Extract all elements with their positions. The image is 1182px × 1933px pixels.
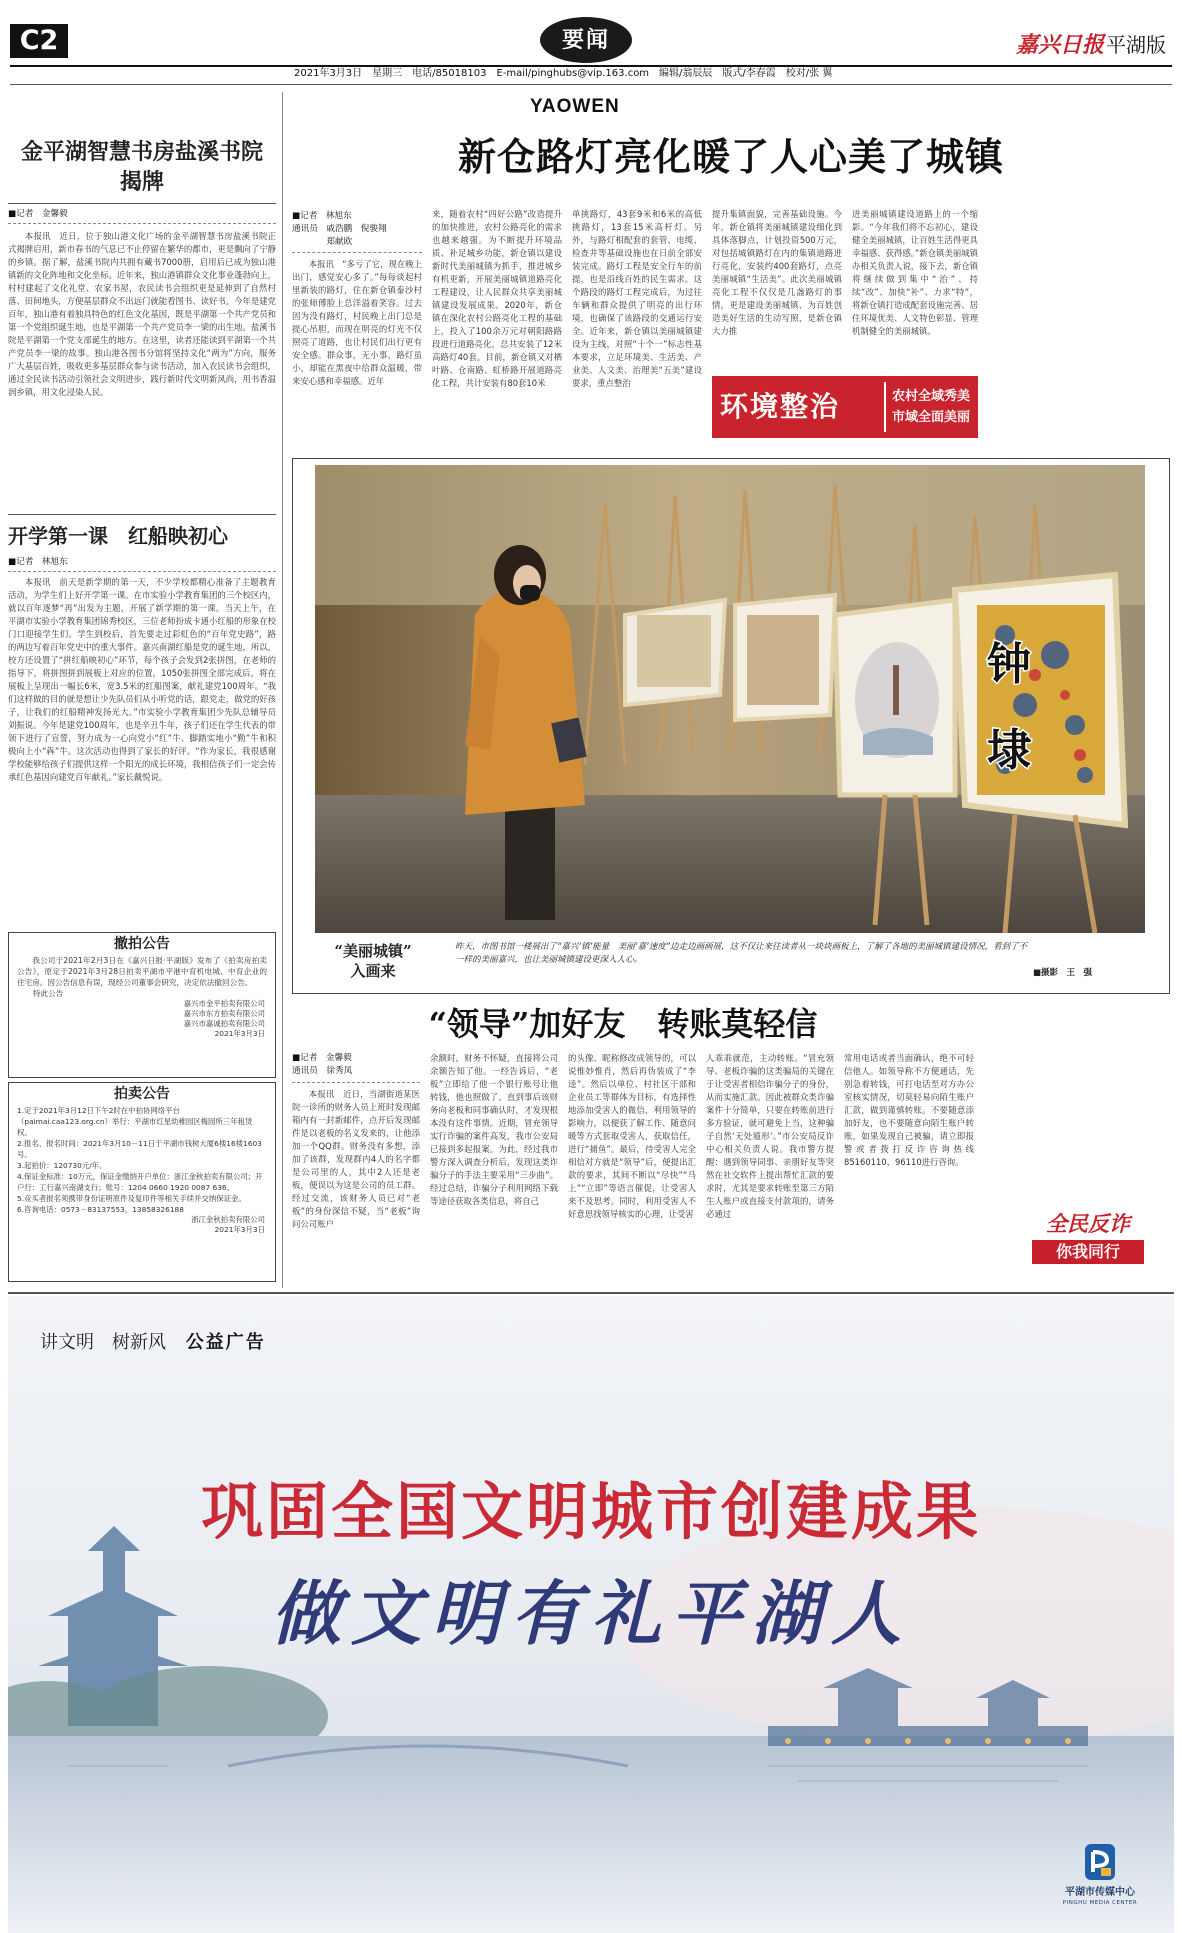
ad-slogan-bold: 公益广告 [185, 1332, 266, 1353]
article-byline: ■记者 金馨毅 [8, 209, 68, 219]
main-byline [292, 210, 422, 249]
section-english: YAOWEN [530, 96, 620, 117]
notice-date: 2021年3月3日 [214, 1225, 265, 1234]
media-center-logo-icon [1083, 1842, 1117, 1882]
fraud-line-2: 你我同行 [1032, 1240, 1144, 1264]
notice-title: 撤拍公告 [114, 936, 170, 952]
byline-line: 通讯员 徐秀凤 [292, 1066, 353, 1076]
byline-line: 通讯员 戚浩鹏 倪骏翔 [292, 224, 387, 234]
notice-title: 拍卖公告 [114, 1086, 170, 1102]
notice-body: 我公司于2021年2月3日在《嘉兴日报·平湖版》发布了《拍卖房拍卖公告》，原定于2021年3月28日拍卖平湖市平港中育机电城、中育企业的住宅房。因公告信息有误，现经公司董事会研究，决定依法撤回公告。 [17, 956, 267, 987]
article-body: 本报讯 前天是新学期的第一天，不少学校都精心准备了主题教育活动，为学生们上好开学第一课。在市实验小学教育集团的三个校区内，就以百年逐梦“再”出发为主题，开展了新学期的第一课。当天上午，在平湖市实验小学教育集团锦秀校区，三位老师扮成卡通小红船的形象在校门口迎接学生们。学生到校后，首先要走过彩虹色的“百年党史路”，路的两边写着百年党史中的重大事件。嘉兴南湖红船是党的诞生地，所以，校方还设置了“拼红船映初心”环节，每个孩子会发到2张拼图，在老师的指导下，将拼图拼到展板上对应的位置，1050张拼图全部完成后，将在展板上呈现出一幅长6米，宽3.5米的红船图案，献礼建党100周年。“我们这样做的目的就是想让少先队员们从小听党的话，跟党走，做党的好孩子，让我们的红船精神发扬光大。”市实验小学教育集团少先队总辅导员刘振说。今年是建党100周年，也是辛丑牛年，孩子们还在学生代表的带领下进行了宣誓，努力成为一心向党小“红”牛、脚踏实地小“勤”牛和积极向上小“犇”牛。这次活动也得到了家长的好评。“作为家长，我很感谢学校能够给孩子们提供这样一个阳光的成长环境，我相信孩子们一定会传承红色基因向建党百年献礼。”家长戴悦说。 [8, 577, 276, 782]
photo-label-line-2: 入画来 [350, 962, 396, 980]
photo-frame [292, 458, 1170, 994]
main-col-2: 来，随着农村“四好公路”改造提升的加快推进，农村公路亮化的需求也越来越强。为不断提升环境品质、补足城乡功能，新仓镇以建设新时代美丽城镇为抓手，推进城乡有机更新，开展美丽城镇道路亮化工程建设，让人民群众共享美丽城镇建设发展成果。2020年，新仓镇在深化农村公路亮化工程的基础上，投入了100余万元对朝阳路路段进行道路亮化，总共安装了12米高路灯40套。目前，新仓镇又对栖叶路、仓南路、虹桥路开展道路亮化工程，共计安装有80套10米 [432, 209, 562, 388]
campaign-left: 环境整治 [720, 390, 841, 423]
date-line: 2021年3月3日 星期三 电话/85018103 E-mail/pinghubs@vip.163.com 编辑/翁辰辰 版式/李春霞 校对/张 翼 [294, 68, 833, 79]
fraud-line-1: 全民反诈 [1046, 1211, 1130, 1236]
notice-item: 4.保证金标准：10万元，保证金缴纳开户单位：浙江金秋拍卖有限公司；开户行：工行嘉兴南湖支行；账号：1204 0660 1920 0087 636。 [17, 1172, 263, 1192]
article-byline: ■记者 林旭东 [8, 557, 68, 567]
notice-item: 2.报名、报名时间：2021年3月10－11日于平湖市钱树大厦6楼16楼1603号。 [17, 1139, 262, 1159]
campaign-banner [712, 376, 978, 438]
left-article-1 [8, 137, 276, 524]
second-byline [292, 1052, 420, 1078]
notice-item: 5.竞买者报名须携带身份证明原件及复印件等相关手续并交纳保证金。 [17, 1194, 246, 1203]
byline-line: ■记者 林旭东 [292, 211, 352, 221]
company-line: 嘉兴市嘉诚拍卖有限公司 [183, 1019, 265, 1028]
second-col-3: 的头像、昵称修改成领导的，可以说惟妙惟肖，然后再伪装成了“李逵”。然后以单位、村社区干部和企业员工等群体为目标，有选择性地添加受害人的微信，利用领导的影响力，以便获了解工作、随意问暖等方式套取受害人，获取信任，进行“捕鱼”。最后，待受害人完全相信对方就是“领导”后，便提出汇款的要求，其间不断以“尽快”“马上”“立即”等语言催促，让受害人来不及思考。同时，利用受害人不好意思找领导核实的心理，让受害 [568, 1053, 696, 1219]
ad-slogan [40, 1330, 266, 1356]
main-col-1: 本报讯 “多亏了它，现在晚上出门，感觉安心多了。”每每谈起村里新装的路灯，住在新仓镇泰沙村的张师傅脸上总洋溢着笑容。过去因为没有路灯，村民晚上出门总是提心吊胆，而现在明亮的灯光不仅照亮了道路，也让村民们出行更有安全感。群众事，无小事。路灯虽小，却能在黑夜中给群众温暖，带来安心感和幸福感。近年 [292, 259, 422, 386]
notice-sign: 特此公告 [33, 989, 64, 998]
photo-label [313, 941, 433, 981]
auction-notice [8, 1082, 276, 1282]
article-body: 本报讯 近日，位于独山港文化广场的金平湖智慧书房盐溪书院正式揭牌启用，新市春书的气息已不止停留在繁华的都市，更是飘向了宁静的乡镇。据了解，盐溪书院内共拥有藏书7000册，启用后已成为独山港镇新的文化阵地和文化坐标。近年来，独山港镇群众文化事业蓬勃向上，村村建起了文化礼堂、农家书屋，农民读书会组织更是延伸到了自然村落、田间地头，方便基层群众不出远门就能看图书、读好书。今年是建党百年，独山港有着独具特色的红色文化基因，既是平湖第一个共产党员和第一个党组织诞生地，也是平湖第一个共产党员李一梁的出生地。盐溪书院是平湖第一个党支部诞生的地方。在这里，读者还能读到平湖第一个共产党员李一梁的故事。独山港各图书分馆将坚持文化“两为”方向，服务广大基层百姓，吸收更多基层群众参与读书活动，加入农民读书会组织，通过全民读书活动引领社会文明进步，践行新时代文明新风尚，用书香温润乡镇，用文化浸染人民。 [8, 231, 276, 397]
article-title: 开学第一课 红船映初心 [8, 524, 228, 548]
page-code: C2 [10, 24, 68, 58]
paper-logo [1016, 28, 1166, 59]
company-line: 嘉兴市金平拍卖有限公司 [183, 999, 265, 1008]
public-ad [8, 1296, 1174, 1933]
left-article-2 [8, 520, 276, 960]
second-col-4: 人乖乖就范，主动转账。“冒充领导、老板诈骗的这类骗局的关键在于让受害者相信诈骗分子的身份，从而实施汇款。因此被群众类诈骗案件十分简单，只要在转账前进行多方验证，就可避免上当，这种骗子自然‘无处遁形’。”市公安局反诈中心相关负责人说。我市警方提醒：遇到领导同事、亲朋好友等突然在社交软件上提出帮忙汇款的要求时，尤其是要求转账至第三方陌生人账户或直接支付款项的，请务必通过 [706, 1053, 834, 1219]
photo-label-line-1: “美丽城镇” [334, 942, 412, 960]
second-col-1: 本报讯 近日，当湖街道某医院一诊所的财务人员上班时发现邮箱内有一封新邮件，点开后发现邮件是以老板的名义发来的，让他添加一个QQ群。财务没有多想，添加了该群，发现群内4人的名字都是公司里的人，其中2人还是老板，便误以为这是公司的员工群。经过交流，该财务人员已对“老板”的身份深信不疑，当“老板”询问公司账户 [292, 1089, 420, 1229]
exhibition-photo [315, 465, 1145, 933]
main-col-4: 提升集镇面貌，完善基础设施。今年，新仓镇将美丽城镇建设细化到具体落脚点，计划投资500万元，对包括城镇路灯在内的集镇道路进行亮化，安装约400套路灯，点亮美丽城镇“生活美”。此次美丽城镇亮化工程不仅仅是几盏路灯的事情，更是建设美丽城镇、为百姓创造美好生活的生动写照，是新仓镇大力推 [712, 209, 842, 336]
notice-item: 3.起拍价：120730元/年。 [17, 1161, 107, 1170]
campaign-line-2: 市域全面美丽 [892, 410, 971, 425]
main-col-5: 进美丽城镇建设道路上的一个缩影。“今年我们将不忘初心，建设健全美丽城镇，让百姓生活得更具幸福感、获得感。”新仓镇美丽城镇办相关负责人说，接下去，新仓镇将继续做到集中“治”、持续“改”、加快“补”、力求“特”，将新仓镇打造成配套设施完善、居住环境优美、人文特色彰显、管理机制健全的美丽城镇。 [852, 209, 978, 336]
logo-subtext: PINGHU MEDIA CENTER [1062, 1900, 1138, 1906]
logo-text: 平湖市传媒中心 [1065, 1887, 1135, 1898]
ad-title: 巩固全国文明城市创建成果 [200, 1475, 981, 1548]
withdrawal-notice [8, 932, 276, 1078]
ad-subtitle: 做文明有礼平湖人 [271, 1572, 911, 1655]
photo-overlay-char: 钟 [987, 639, 1031, 690]
second-headline: “领导”加好友 转账莫轻信 [428, 1005, 818, 1043]
main-col-3: 单挑路灯，43套9米和6米的高低挑路灯，13套15米高杆灯。另外，与路灯相配套的套管、电缆、检查井等基础设施也在日前全部安装完成。路灯工程是安全行车的前提，也是沿线百姓的民生需求。这个路段的路灯工程完成后，为过往车辆和群众提供了明亮的出行环境，也确保了该路段的交通运行安全。近年来，新仓镇以美丽城镇建设为主线，对照“十个一”标志性基本要求，立足环境美、生活美、产业美、人文美、治理美“五美”建设要求，重点整治 [572, 209, 702, 388]
fraud-banner [1022, 1210, 1154, 1270]
second-col-2: 余额时，财务不怀疑，直接将公司余额告知了他。一经告诉后，“老板”立即给了他一个银行账号让他转钱，他也照做了。直到事后该财务向老板和同事确认时，才发现根本没有这件事情。近期，冒充领导实行诈骗的案件高发，我市公安局已接到多起报案。为此，经过我市警方深入调查分析后，发现这类诈骗分子的手法主要采用“三步曲”。经过总结，诈骗分子利用网络下载等途径获取各类信息，将自己 [430, 1053, 558, 1206]
campaign-line-1: 农村全域秀美 [892, 389, 971, 404]
notice-item: 6.咨询电话：0573－83137553，13858326188 [17, 1205, 184, 1214]
photo-caption: 昨天，市图书馆一楼展出了“嘉兴‘镇’能量 美丽‘嘉’速度”边走边画画展，这不仅让来往读者从一块块画板上，了解了各地的美丽城镇建设情况，看到了不一样的美丽嘉兴，也让美丽城镇建设更深入人心。 [455, 942, 1028, 965]
notice-date: 2021年3月3日 [214, 1029, 265, 1038]
section-title: 要闻 [561, 27, 610, 53]
ad-logo [1040, 1842, 1160, 1907]
company-line: 嘉兴市东方拍卖有限公司 [183, 1009, 265, 1018]
second-col-5: 常用电话或者当面确认，绝不可轻信他人。如领导称不方便通话，先别急着转钱，可打电话至对方办公室核实情况，切莫轻易向陌生账户汇款，做到谨慎转账。不要随意添加好友，也不要随意向陌生账户转账，如果发现自己被骗，请立即报警或者拨打反诈咨询热线85160110、96110进行咨询。 [844, 1053, 974, 1167]
article-title: 金平湖智慧书房盐溪书院揭牌 [20, 139, 263, 195]
section-seal [540, 17, 632, 63]
main-headline: 新仓路灯亮化暖了人心美了城镇 [457, 134, 1004, 179]
company-line: 浙江金秋拍卖有限公司 [191, 1215, 265, 1224]
byline-line: 郑献欧 [292, 237, 353, 247]
ad-slogan-text: 讲文明 树新风 [40, 1332, 166, 1353]
byline-line: ■记者 金馨毅 [292, 1053, 352, 1063]
photo-overlay-char: 埭 [987, 725, 1031, 776]
notice-item: 1.定于2021年3月12日下午2时在中拍协网络平台（paimai.caa123.org.cn）举行：平湖市红星幼稚园区梅园所三年租赁权。 [17, 1106, 253, 1137]
edition-name: 平湖版 [1106, 33, 1167, 57]
photo-credit: ■摄影 王 强 [1033, 968, 1093, 978]
paper-name: 嘉兴日报 [1016, 32, 1105, 58]
